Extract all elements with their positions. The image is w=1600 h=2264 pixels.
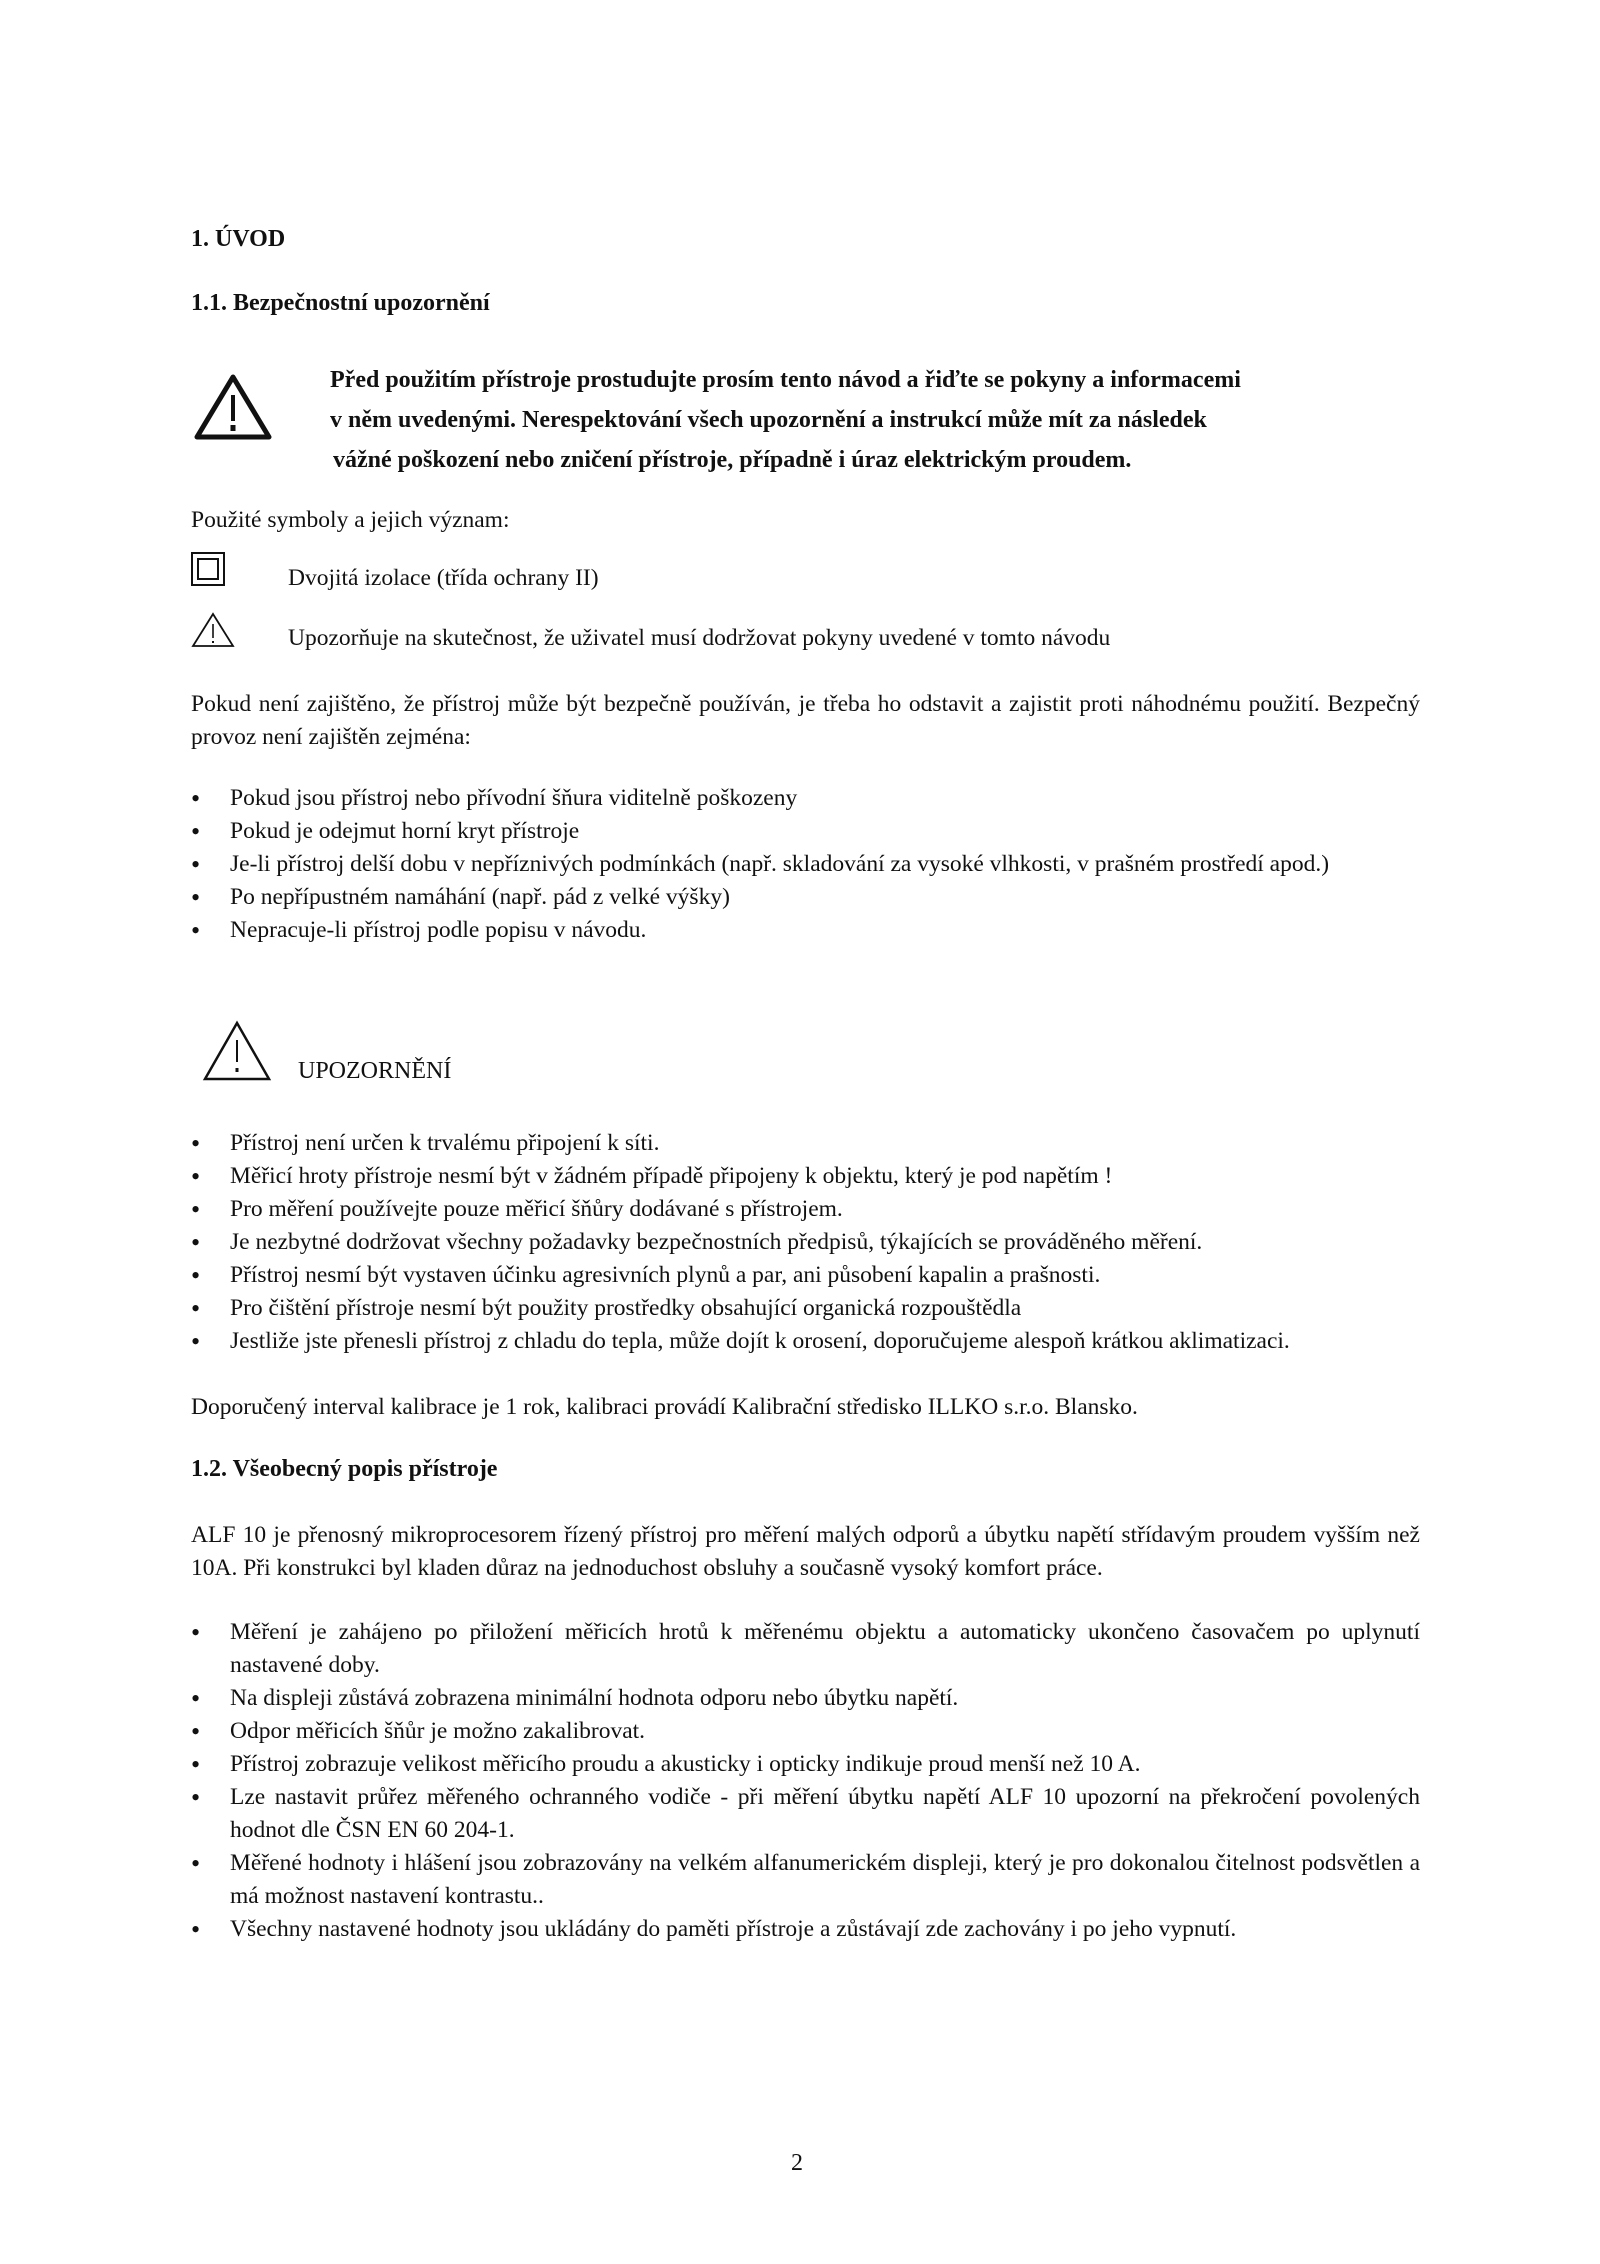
- warning-triangle-icon: [202, 1020, 272, 1082]
- warning-triangle-icon: [191, 612, 235, 648]
- safety-paragraph: Pokud není zajištěno, že přístroj může být bezpečně používán, je třeba ho odstavit a zajistit proti náhodnému použití. Bezpečný provoz není zajištěn zejména:: [191, 691, 1420, 750]
- symbol-description: Upozorňuje na skutečnost, že uživatel musí dodržovat pokyny uvedené v tomto návodu: [288, 625, 1111, 651]
- features-list: [191, 1616, 1420, 1946]
- list-item: • Přístroj nesmí být vystaven účinku agresivních plynů a par, ani působení kapalin a prašnosti.: [191, 1259, 1420, 1292]
- list-item: • Je nezbytné dodržovat všechny požadavky bezpečnostních předpisů, týkajících se prováděného měření.: [191, 1226, 1420, 1259]
- list-item: • Pokud jsou přístroj nebo přívodní šňura viditelně poškozeny: [191, 782, 1420, 815]
- warning-line: v něm uvedenými. Nerespektování všech upozornění a instrukcí může mít za následek: [330, 407, 1207, 433]
- list-item: • Nepracuje-li přístroj podle popisu v návodu.: [191, 914, 1420, 947]
- list-item: • Odpor měřicích šňůr je možno zakalibrovat.: [191, 1715, 1420, 1748]
- caution-title: UPOZORNĚNÍ: [298, 1058, 452, 1084]
- device-intro-paragraph: ALF 10 je přenosný mikroprocesorem řízený přístroj pro měření malých odporů a úbytku napětí střídavým proudem vyšším než 10A. Při konstrukci byl kladen důraz na jednoduchost obsluhy a současně vysoký komfort práce.: [191, 1522, 1420, 1581]
- warning-triangle-icon: [193, 373, 273, 441]
- list-item: • Je-li přístroj delší dobu v nepříznivých podmínkách (např. skladování za vysoké vlhkosti, v prašném prostředí apod.): [191, 848, 1420, 881]
- list-item: • Pro měření používejte pouze měřicí šňůry dodávané s přístrojem.: [191, 1193, 1420, 1226]
- warning-line: Před použitím přístroje prostudujte prosím tento návod a řiďte se pokyny a informacemi: [330, 367, 1241, 393]
- list-item: • Po nepřípustném namáhání (např. pád z velké výšky): [191, 881, 1420, 914]
- calibration-note: Doporučený interval kalibrace je 1 rok, kalibraci provádí Kalibrační středisko ILLKO s.r.o. Blansko.: [191, 1394, 1138, 1420]
- list-item: • Lze nastavit průřez měřeného ochranného vodiče - při měření úbytku napětí ALF 10 upozorní na překročení povolených hodnot dle ČSN EN 60 204-1.: [191, 1781, 1420, 1847]
- unsafe-conditions-list: [191, 782, 1420, 947]
- safety-warning-text: [330, 360, 1241, 480]
- symbol-description: Dvojitá izolace (třída ochrany II): [288, 565, 599, 591]
- warning-line: vážné poškození nebo zničení přístroje, případně i úraz elektrickým proudem.: [333, 447, 1132, 473]
- list-item: • Všechny nastavené hodnoty jsou ukládány do paměti přístroje a zůstávají zde zachovány i po jeho vypnutí.: [191, 1913, 1420, 1946]
- section-heading: 1. ÚVOD: [191, 226, 286, 252]
- caution-list: [191, 1127, 1420, 1358]
- list-item: • Pokud je odejmut horní kryt přístroje: [191, 815, 1420, 848]
- list-item: • Jestliže jste přenesli přístroj z chladu do tepla, může dojít k orosení, doporučujeme alespoň krátkou aklimatizaci.: [191, 1325, 1420, 1358]
- list-item: • Na displeji zůstává zobrazena minimální hodnota odporu nebo úbytku napětí.: [191, 1682, 1420, 1715]
- list-item: • Měřicí hroty přístroje nesmí být v žádném případě připojeny k objektu, který je pod napětím !: [191, 1160, 1420, 1193]
- double-insulation-icon: [191, 552, 225, 586]
- list-item: • Přístroj není určen k trvalému připojení k síti.: [191, 1127, 1420, 1160]
- subsection-heading-description: 1.2. Všeobecný popis přístroje: [191, 1456, 498, 1482]
- list-item: • Měřené hodnoty i hlášení jsou zobrazovány na velkém alfanumerickém displeji, který je pro dokonalou čitelnost podsvětlen a má možnost nastavení kontrastu..: [191, 1847, 1420, 1913]
- symbols-intro: Použité symboly a jejich význam:: [191, 507, 510, 533]
- page-number: 2: [791, 2150, 803, 2176]
- list-item: • Přístroj zobrazuje velikost měřicího proudu a akusticky i opticky indikuje proud menší než 10 A.: [191, 1748, 1420, 1781]
- list-item: • Pro čištění přístroje nesmí být použity prostředky obsahující organická rozpouštědla: [191, 1292, 1420, 1325]
- subsection-heading-safety: 1.1. Bezpečnostní upozornění: [191, 290, 490, 316]
- list-item: • Měření je zahájeno po přiložení měřicích hrotů k měřenému objektu a automaticky ukončeno časovačem po uplynutí nastavené doby.: [191, 1616, 1420, 1682]
